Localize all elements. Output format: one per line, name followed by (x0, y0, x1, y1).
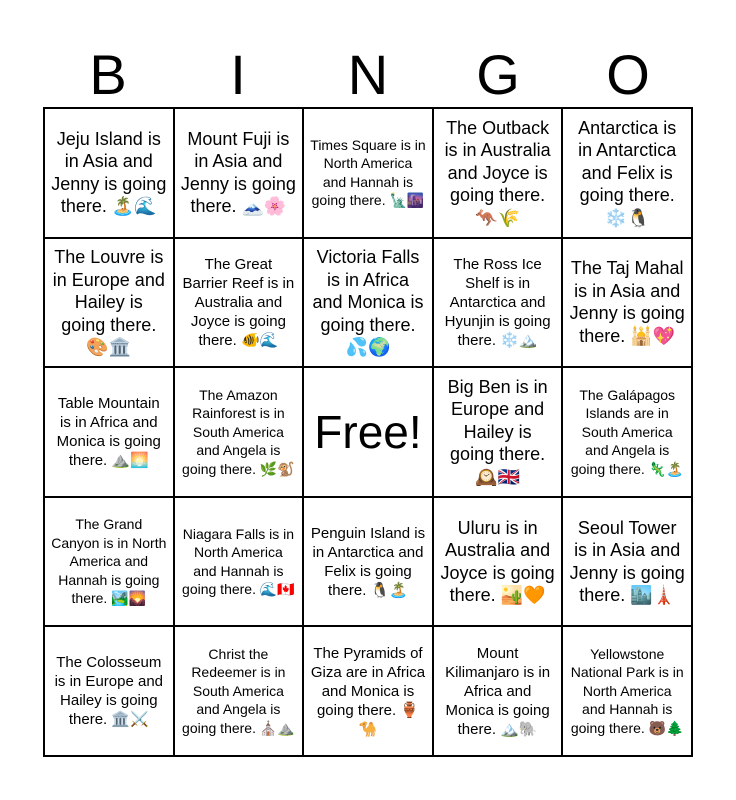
bingo-cell[interactable] (562, 626, 692, 756)
bingo-cell[interactable] (44, 108, 174, 238)
cell-text: The Colosseum is in Europe and Hailey is going there. 🏛️⚔️ (54, 654, 163, 729)
cell-text: Uluru is in Australia and Joyce is going there. 🏜️🧡 (440, 517, 555, 606)
cell-text: The Taj Mahal is in Asia and Jenny is going there. 🕌💖 (569, 258, 685, 346)
cell-text: The Great Barrier Reef is in Australia and Joyce is going there. 🐠🌊 (182, 255, 295, 349)
header-letter-b: B (89, 43, 127, 106)
cell-text: The Pyramids of Giza are in Africa and Monica is going there. 🏺🐪 (310, 644, 426, 738)
cell-text: Jeju Island is in Asia and Jenny is going there. 🏝️🌊 (51, 128, 167, 217)
bingo-cell[interactable] (433, 108, 563, 238)
bingo-cell[interactable] (433, 238, 563, 368)
header-letter-n: N (347, 43, 389, 106)
cell-text: The Outback is in Australia and Joyce is going there. 🦘🌾 (444, 117, 551, 228)
bingo-cell[interactable] (174, 108, 304, 238)
cell-text: Seoul Tower is in Asia and Jenny is going there. 🏙️🗼 (569, 517, 685, 606)
bingo-cell[interactable] (433, 626, 563, 756)
bingo-cell[interactable] (562, 497, 692, 627)
bingo-cell[interactable] (174, 626, 304, 756)
bingo-cell[interactable] (174, 497, 304, 627)
cell-text: The Ross Ice Shelf is in Antarctica and Hyunjin is going there. ❄️🏔️ (444, 255, 551, 349)
cell-text: Yellowstone National Park is in North America and Hannah is going there. 🐻🌲 (570, 645, 684, 736)
header-letter-o: O (606, 43, 650, 106)
bingo-cell[interactable] (174, 238, 304, 368)
cell-text: Table Mountain is in Africa and Monica is going there. ⛰️🌅 (56, 394, 161, 469)
cell-text: Victoria Falls is in Africa and Monica is going there. 💦🌍 (312, 247, 424, 358)
cell-text: Penguin Island is in Antarctica and Felix is going there. 🐧🏝️ (310, 524, 426, 599)
cell-text: The Amazon Rainforest is in South America and Angela is going there. 🌿🐒 (182, 386, 295, 477)
bingo-cell[interactable] (433, 367, 563, 497)
header-letter-i: I (230, 43, 246, 106)
cell-text: Mount Fuji is in Asia and Jenny is going there. 🗻🌸 (180, 128, 296, 217)
free-space-text: Free! (314, 405, 422, 458)
bingo-cell[interactable] (433, 497, 563, 627)
cell-text: Big Ben is in Europe and Hailey is going there. 🕰️🇬🇧 (447, 376, 548, 487)
cell-text: Niagara Falls is in North America and Hannah is going there. 🌊🇨🇦 (182, 525, 295, 598)
bingo-grid (43, 107, 693, 757)
bingo-cell[interactable] (303, 108, 433, 238)
bingo-header (43, 42, 693, 108)
bingo-cell[interactable] (303, 238, 433, 368)
cell-text: Times Square is in North America and Hannah is going there. 🗽🌆 (310, 136, 426, 209)
bingo-cell[interactable] (44, 238, 174, 368)
bingo-cell[interactable] (44, 367, 174, 497)
bingo-cell[interactable] (562, 238, 692, 368)
bingo-cell[interactable] (562, 367, 692, 497)
cell-text: Antarctica is in Antarctica and Felix is going there. ❄️🐧 (578, 117, 677, 228)
bingo-cell[interactable] (303, 626, 433, 756)
cell-text: Mount Kilimanjaro is in Africa and Monica is going there. 🏔️🐘 (445, 644, 551, 738)
cell-text: The Louvre is in Europe and Hailey is going there. 🎨🏛️ (52, 247, 165, 358)
free-space-cell[interactable] (303, 367, 433, 497)
cell-text: Christ the Redeemer is in South America and Angela is going there. ⛪⛰️ (182, 645, 295, 736)
header-letter-g: G (476, 43, 520, 106)
bingo-cell[interactable] (174, 367, 304, 497)
bingo-cell[interactable] (303, 497, 433, 627)
bingo-cell[interactable] (44, 626, 174, 756)
bingo-cell[interactable] (44, 497, 174, 627)
cell-text: The Grand Canyon is in North America and Hannah is going there. 🏞️🌄 (51, 516, 167, 607)
cell-text: The Galápagos Islands are in South America and Angela is going there. 🦎🏝️ (570, 386, 684, 477)
bingo-cell[interactable] (562, 108, 692, 238)
